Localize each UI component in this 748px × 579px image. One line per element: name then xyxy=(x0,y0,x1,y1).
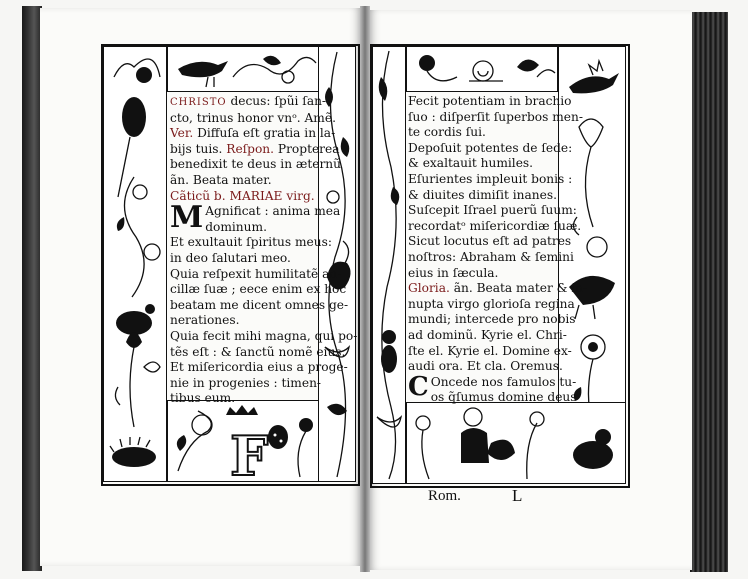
text-line: C Oncede nos famulos tu- xyxy=(408,371,577,402)
flower-ornament-icon xyxy=(527,412,544,479)
text-line: audi ora. Et cla. Oremus. xyxy=(408,359,563,374)
text-line: nerationes. xyxy=(170,313,240,328)
right-inner-border-column xyxy=(372,46,406,484)
left-top-border xyxy=(167,46,319,92)
scroll-foliage-icon xyxy=(233,56,316,83)
text-line: tẽs eſt : & ſanctũ nomẽ eius. xyxy=(170,344,346,359)
monkey-icon xyxy=(573,429,613,469)
text-line: Quia fecit mihi magna, qui po- xyxy=(170,328,358,343)
text-line: & diuites dimiſit inanes. xyxy=(408,187,557,202)
vine-column-icon xyxy=(379,51,400,479)
snail-icon xyxy=(469,61,503,81)
text-line: te cordis ſui. xyxy=(408,125,486,140)
text-line: CHRISTO decus: ſpũi ſan- xyxy=(170,94,327,108)
bird-icon xyxy=(178,61,228,87)
decorated-initial-f: F xyxy=(230,424,269,481)
text-line: nupta virgo glorioſa regina xyxy=(408,296,575,311)
signature-mark-l: L xyxy=(512,486,523,505)
text-line: benedixit te deus in æternũ xyxy=(170,157,342,172)
text-line: ad dominũ. Kyrie el. Chri- xyxy=(408,327,567,342)
text-line: Ver. Diffuſa eſt gratia in la- xyxy=(170,126,336,141)
book-spine-edge-left xyxy=(22,6,42,571)
strawberry-icon xyxy=(268,425,288,449)
leaf-scroll-icon xyxy=(377,417,401,427)
thistle-icon xyxy=(298,418,313,477)
left-page-text xyxy=(170,94,358,407)
text-line: & exaltauit humiles. xyxy=(408,156,534,171)
text-line: Gloria. ãn. Beata mater & in- xyxy=(408,281,588,296)
book-gutter xyxy=(360,6,370,572)
text-line: Et miſericordia eius a proge- xyxy=(170,360,348,375)
putto-with-dog-icon xyxy=(461,408,515,463)
right-top-border xyxy=(406,46,558,92)
text-line: noſtros: Abraham & ſemini xyxy=(408,249,574,264)
text-line: ãn. Beata mater. xyxy=(170,172,272,187)
text-line: Quia reſpexit humilitatẽ an- xyxy=(170,266,342,281)
left-bottom-border xyxy=(167,400,319,482)
text-line: in deo ſalutari meo. xyxy=(170,250,291,265)
text-line: ſte el. Kyrie el. Domine ex- xyxy=(408,343,572,358)
text-line: Et exultauit ſpiritus meus: xyxy=(170,235,332,250)
text-line: eius in ſæcula. xyxy=(408,265,499,280)
text-line: beatam me dicent omnes ge- xyxy=(170,297,349,312)
text-line: Sicut locutus eſt ad patres xyxy=(408,234,572,249)
flower-ornament-icon xyxy=(419,55,555,81)
book-fore-edge-right xyxy=(690,12,728,572)
signature-mark-rom: Rom. xyxy=(428,488,461,504)
hoopoe-bird-icon xyxy=(569,61,619,93)
hedgehog-icon xyxy=(110,437,156,467)
text-line: Depoſuit potentes de ſede: xyxy=(408,140,573,155)
text-line: ſuo : diſperſit ſuperbos men- xyxy=(408,109,583,124)
tulip-icon xyxy=(115,332,160,427)
flower-vine-icon xyxy=(117,177,160,297)
text-line: M Agnificat : anima mea xyxy=(170,200,341,236)
text-line: recordatᵒ miſericordiæ ſuæ. xyxy=(408,218,582,233)
daisy-icon xyxy=(416,416,430,479)
text-line: dominum. xyxy=(205,219,267,234)
right-page-text xyxy=(408,94,588,406)
text-line: nie in progenies : timen- xyxy=(170,375,322,390)
text-line: Suſcepit Iſrael puerũ ſuum: xyxy=(408,203,577,218)
monkey-icon xyxy=(381,330,397,373)
flower-ornament-icon xyxy=(177,411,212,471)
text-line: Eſurientes impleuit bonis : xyxy=(408,171,573,186)
left-border-column xyxy=(103,46,167,482)
text-line: bijs tuis. Reſpon. Propterea xyxy=(170,141,340,156)
lily-icon xyxy=(579,119,603,227)
text-line: Fecit potentiam in brachio xyxy=(408,94,572,108)
text-line: cto, trinus honor vnᵒ. Amẽ. xyxy=(170,110,336,125)
text-line: mundi; intercede pro nobis xyxy=(408,312,576,327)
text-line: Cãticũ b. MARIAE virg. xyxy=(170,188,315,203)
text-line: tibus eum. xyxy=(170,391,236,406)
parrot-icon xyxy=(114,59,160,197)
right-bottom-border xyxy=(406,402,626,484)
text-line: os q̃ſumus domine deus xyxy=(430,390,577,405)
partridge-icon xyxy=(116,304,155,335)
text-line: cillæ ſuæ ; eece enim ex hoc xyxy=(170,282,347,297)
